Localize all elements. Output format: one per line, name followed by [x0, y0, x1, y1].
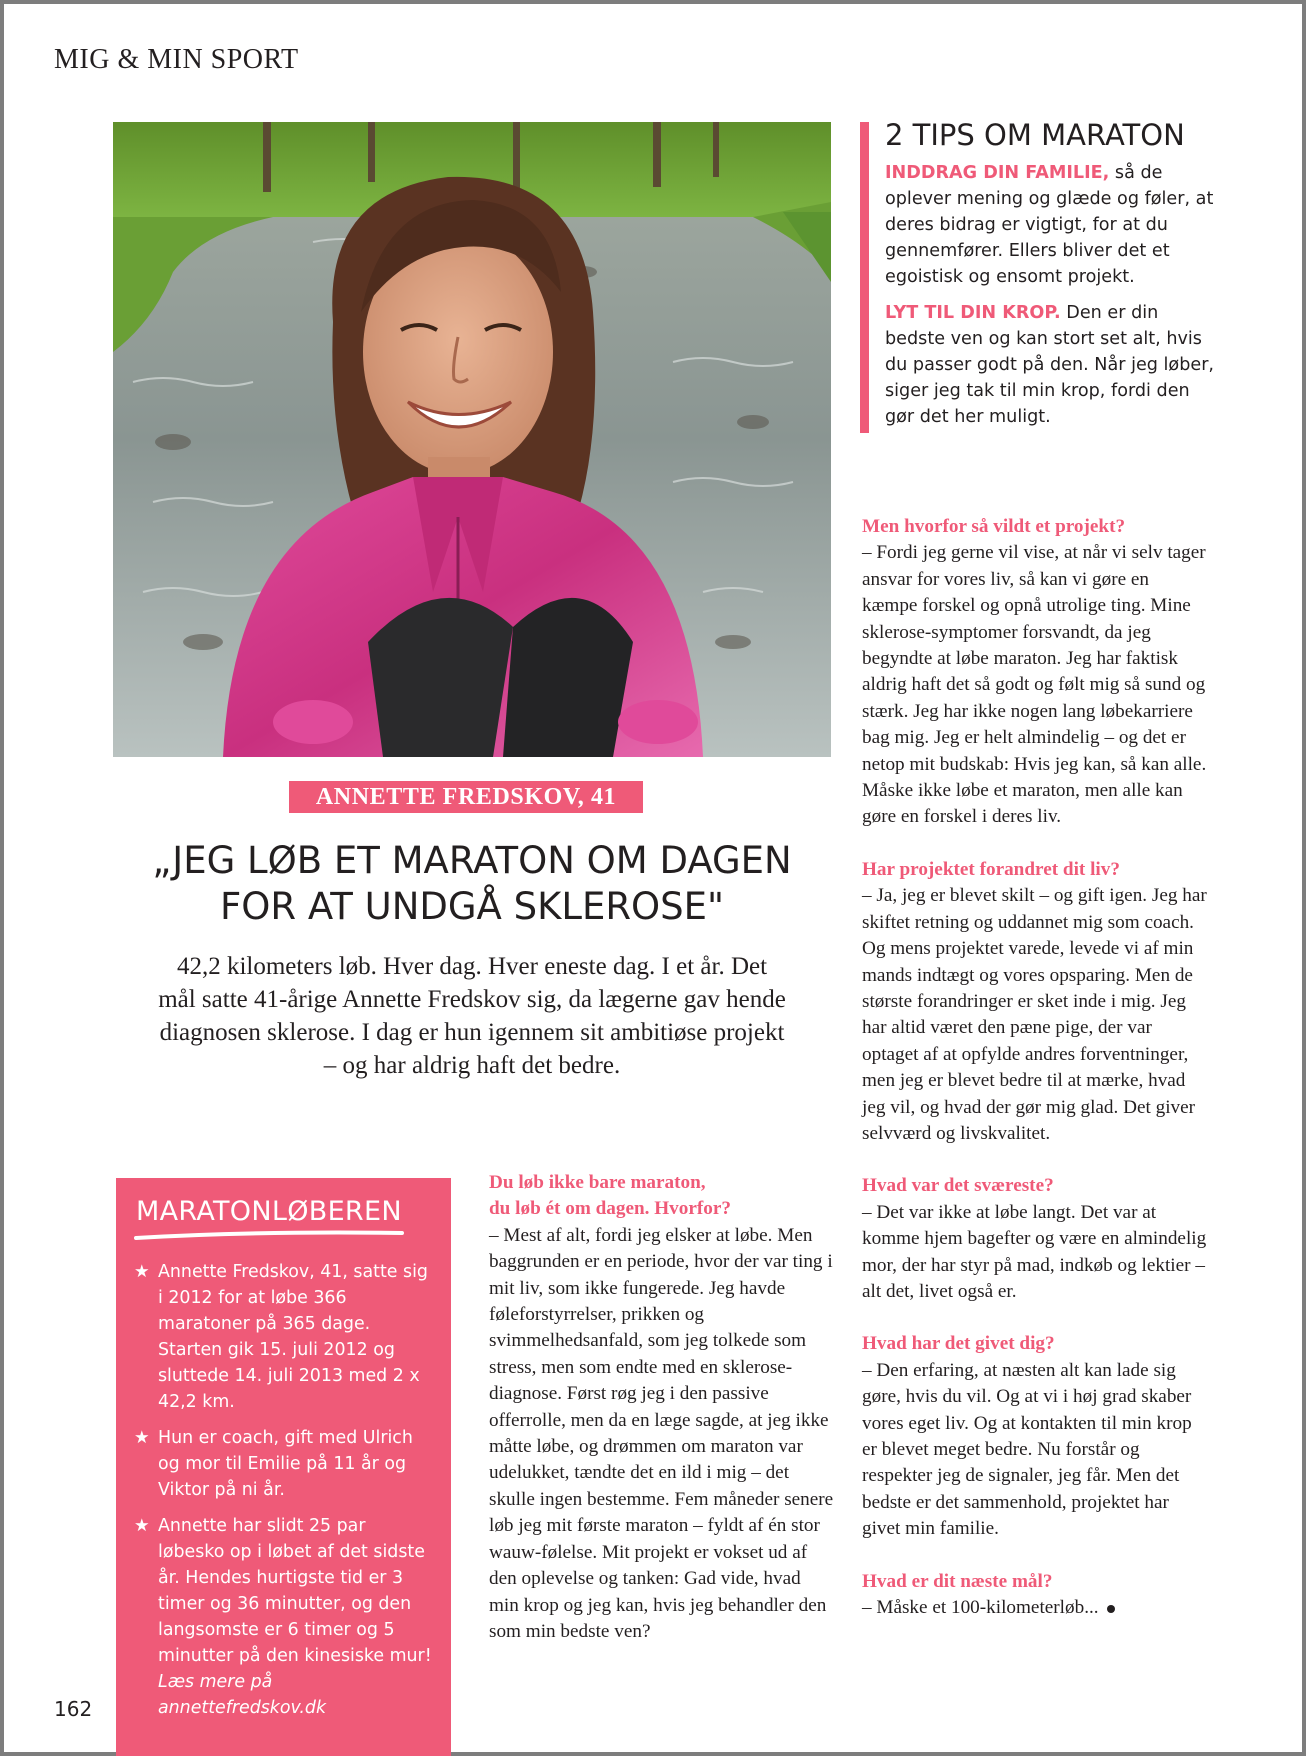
tips-box: [860, 118, 1220, 433]
intro-line-1: 42,2 kilometers løb. Hver dag. Hver eneste dag. I et år. Det: [176, 953, 768, 980]
end-mark-icon: [1107, 1605, 1115, 1613]
portrait-photo: [113, 122, 831, 757]
qa-item: [862, 1331, 1207, 1542]
intro-paragraph: [113, 950, 831, 1082]
fact-item: [134, 1513, 433, 1721]
tip-2: [885, 300, 1220, 430]
tips-title: 2 TIPS OM MARATON: [885, 118, 1185, 152]
answer: [862, 1595, 1207, 1621]
question: Har projektet forandret dit liv?: [862, 858, 1120, 880]
headline: [113, 838, 831, 930]
answer: – Ja, jeg er blevet skilt – og gift igen. Jeg har skiftet retning og uddannet mig som coach. Og mens projektet varede, levede vi af min mands indtægt og vores opsparing. Men de største forandringer er sket inde i mig. Jeg har altid været den pæne pige, der var optaget af at opfylde andres forventninger, men jeg er blevet bedre til at mærke, hvad jeg vil, og hvad der gør mig glad. Det giver selvværd og livskvalitet.: [862, 885, 1207, 1144]
answer: – Den erfaring, at næsten alt kan lade sig gøre, hvis du vil. Og at vi i høj grad skaber vores eget liv. Og at kontakten til min krop er blevet meget bedre. Nu forstår og respekter jeg de signaler, jeg får. Men det bedste er det sammenhold, projektet har givet min familie.: [862, 1359, 1192, 1540]
underline-swoosh: [134, 1229, 404, 1241]
fact-link-text: Læs mere på annettefredskov.dk: [158, 1672, 327, 1718]
star-icon: ★: [134, 1262, 150, 1282]
qa-column-right: [862, 514, 1207, 1647]
qa-item: [489, 1170, 834, 1645]
answer-text: – Måske et 100-kilometerløb...: [862, 1597, 1099, 1619]
question: Du løb ikke bare maraton,: [489, 1172, 706, 1193]
tip-1: [885, 160, 1220, 290]
headline-line-1: „JEG LØB ET MARATON OM DAGEN: [152, 839, 792, 882]
qa-column-middle: [489, 1170, 834, 1671]
tip-1-text: så de oplever mening og glæde og føler, at deres bidrag er vigtigt, for at du gennemfører. Ellers bliver det et egoistisk og ensomt projekt.: [885, 162, 1214, 287]
fact-box: [116, 1178, 451, 1756]
tip-2-text: Den er din bedste ven og kan stort set alt, hvis du passer godt på den. Når jeg løber, siger jeg tak til min krop, fordi den gør det her muligt.: [885, 302, 1215, 427]
qa-item: [862, 514, 1207, 831]
question: Hvad har det givet dig?: [862, 1333, 1055, 1355]
fact-text: Hun er coach, gift med Ulrich og mor til Emilie på 11 år og Viktor på ni år.: [158, 1428, 413, 1500]
star-icon: ★: [134, 1428, 150, 1448]
question: Hvad var det sværeste?: [862, 1175, 1054, 1197]
qa-item: [862, 1173, 1207, 1305]
intro-line-3: diagnosen sklerose. I dag er hun igennem sit ambitiøse projekt: [159, 1019, 785, 1046]
question: Hvad er dit næste mål?: [862, 1570, 1053, 1592]
intro-line-2: mål satte 41-årige Annette Fredskov sig, da lægerne gav hende: [158, 986, 786, 1013]
qa-item: [862, 857, 1207, 1147]
question: du løb ét om dagen. Hvorfor?: [489, 1198, 731, 1220]
intro-line-4: – og har aldrig haft det bedre.: [323, 1052, 621, 1079]
tip-1-lead: INDDRAG DIN FAMILIE,: [885, 162, 1110, 183]
portrait-illustration: [113, 122, 831, 757]
fact-list: [134, 1259, 433, 1721]
name-badge: ANNETTE FREDSKOV, 41: [289, 781, 643, 813]
fact-item: [134, 1425, 433, 1503]
answer: – Det var ikke at løbe langt. Det var at komme hjem bagefter og være en almindelig mor, der har styr på mad, indkøb og lektier – alt det, livet også er.: [862, 1201, 1207, 1302]
fact-item: [134, 1259, 433, 1415]
tip-2-lead: LYT TIL DIN KROP.: [885, 302, 1061, 323]
fact-text: Annette Fredskov, 41, satte sig i 2012 for at løbe 366 maratoner på 365 dage. Starten gik 15. juli 2012 og sluttede 14. juli 2013 med 2 x 42,2 km.: [158, 1262, 428, 1412]
page-number: 162: [54, 1697, 93, 1721]
fact-text: Annette har slidt 25 par løbesko op i løbet af det sidste år. Hendes hurtigste tid er 3 timer og 36 minutter, og den langsomste er 6 timer og 5 minutter på den kinesiske mur!: [158, 1516, 432, 1666]
star-icon: ★: [134, 1516, 150, 1536]
qa-item: [862, 1569, 1207, 1622]
answer: – Mest af alt, fordi jeg elsker at løbe. Men baggrunden er en periode, hvor der var ting i mit liv, som ikke fungerede. Jeg havde føleforstyrrelser, prikken og svimmelhedsanfald, som jeg tolkede som stress, men som endte med en sklerose-diagnose. Først røg jeg i den passive offerrolle, men da en læge sagde, at jeg ikke måtte løbe, og drømmen om maraton var udelukket, tændte det en ild i mig – det skulle ingen bestemme. Fem måneder senere løb jeg mit første maraton – fyldt af én stor wauw-følelse. Mit projekt er vokset ud af den oplevelse og tanken: Gad vide, hvad min krop og jeg kan, hvis jeg behandler den som min bedste ven?: [489, 1224, 834, 1642]
fact-box-title: MARATONLØBEREN: [136, 1196, 402, 1227]
headline-line-2: FOR AT UNDGÅ SKLEROSE": [219, 885, 725, 928]
section-label: MIG & MIN SPORT: [54, 44, 299, 75]
answer: – Fordi jeg gerne vil vise, at når vi selv tager ansvar for vores liv, så kan vi gøre en kæmpe forskel og opnå utrolige ting. Mine sklerose-symptomer forsvandt, da jeg begyndte at løbe maraton. Jeg har faktisk aldrig haft det så godt og følt mig så sund og stærk. Jeg har ikke nogen lang løbekarriere bag mig. Jeg er helt almindelig – og det er netop mit budskab: Hvis jeg kan, så kan alle. Måske ikke løbe et maraton, men alle kan gøre en forskel i deres liv.: [862, 542, 1207, 828]
question: Men hvorfor så vildt et projekt?: [862, 516, 1126, 537]
